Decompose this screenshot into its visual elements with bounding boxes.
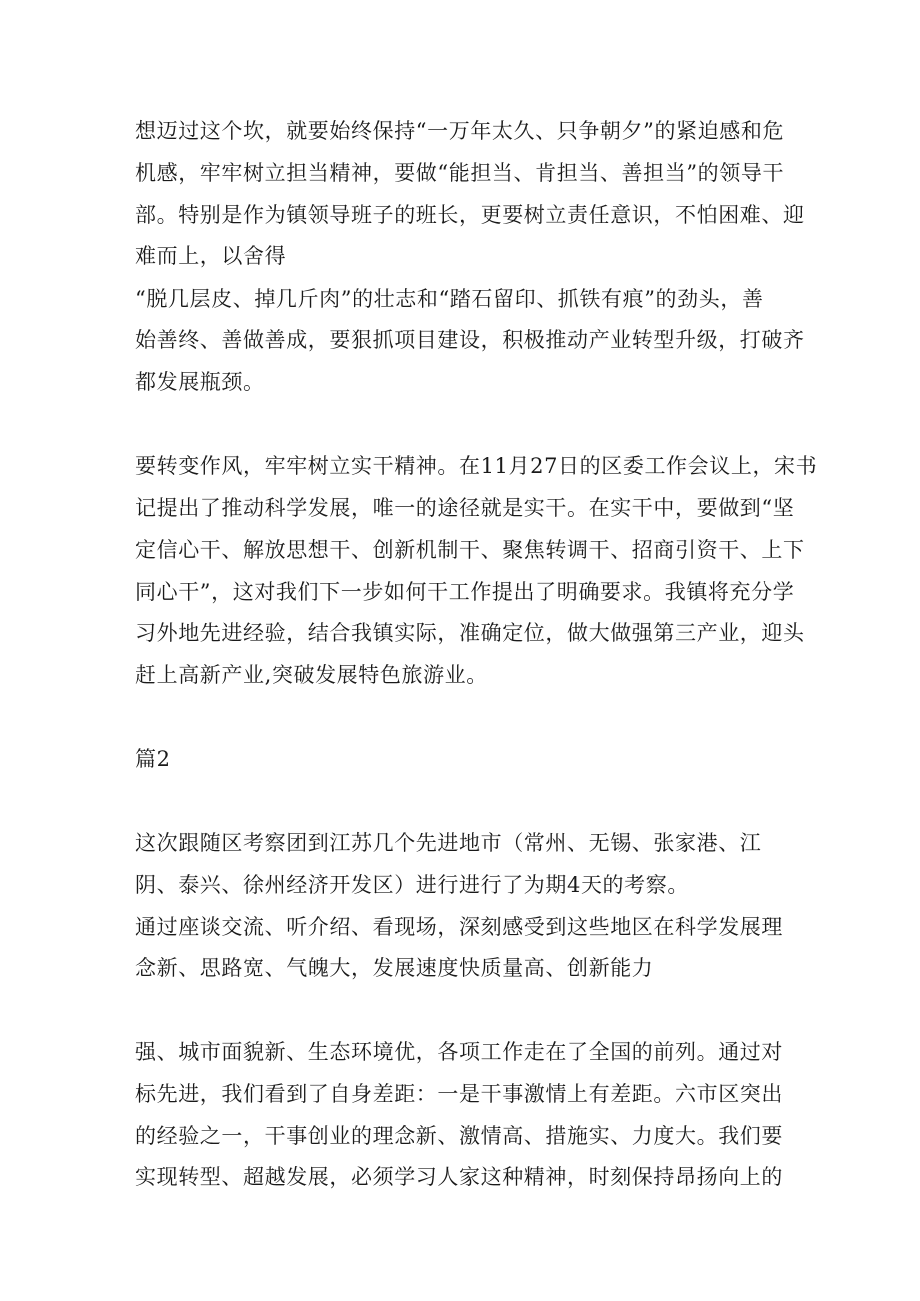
text-line: 想迈过这个坎，就要始终保持“一万年太久、只争朝夕”的紧迫感和危 xyxy=(135,119,785,143)
text-line: “脱几层皮、掉几斤肉”的壮志和“踏石留印、抓铁有痕”的劲头，善 xyxy=(135,287,764,311)
text-line: 这次跟随区考察团到江苏几个先进地市（常州、无锡、张家港、江 xyxy=(135,831,762,855)
text-line: 念新、思路宽、气魄大，发展速度快质量高、创新能力 xyxy=(135,956,654,980)
text-line: 的经验之一，干事创业的理念新、激情高、措施实、力度大。我们要 xyxy=(135,1124,783,1148)
text-line: 定信心干、解放思想干、创新机制干、聚焦转调干、招商引资干、上下 xyxy=(135,538,805,562)
text-line: 强、城市面貌新、生态环境优，各项工作走在了全国的前列。通过对 xyxy=(135,1040,783,1064)
text-line: 阴、泰兴、徐州经济开发区）进行进行了为期4天的考察。 xyxy=(135,873,689,897)
text-line: 标先进，我们看到了自身差距：一是干事激情上有差距。六市区突出 xyxy=(135,1082,783,1106)
section-heading: 篇2 xyxy=(135,747,171,771)
text-line: 部。特别是作为镇领导班子的班长，更要树立责任意识，不怕困难、迎 xyxy=(135,203,805,227)
text-line: 实现转型、超越发展，必须学习人家这种精神，时刻保持昂扬向上的 xyxy=(135,1165,783,1189)
text-line: 始善终、善做善成，要狠抓项目建设，积极推动产业转型升级，打破齐 xyxy=(135,328,805,352)
text-line: 难而上，以舍得 xyxy=(135,244,287,268)
text-line: 都发展瓶颈。 xyxy=(135,370,265,394)
text-line: 习外地先进经验，结合我镇实际，准确定位，做大做强第三产业，迎头 xyxy=(135,621,805,645)
text-line: 要转变作风，牢牢树立实干精神。在11月27日的区委工作会议上，宋书 xyxy=(135,454,818,478)
text-line: 机感，牢牢树立担当精神，要做“能担当、肯担当、善担当”的领导干 xyxy=(135,161,785,185)
text-line: 通过座谈交流、听介绍、看现场，深刻感受到这些地区在科学发展理 xyxy=(135,915,783,939)
text-line: 同心干”，这对我们下一步如何干工作提出了明确要求。我镇将充分学 xyxy=(135,580,795,604)
text-line: 记提出了推动科学发展，唯一的途径就是实干。在实干中，要做到“坚 xyxy=(135,496,795,520)
text-line: 赶上高新产业,突破发展特色旅游业。 xyxy=(135,663,488,687)
